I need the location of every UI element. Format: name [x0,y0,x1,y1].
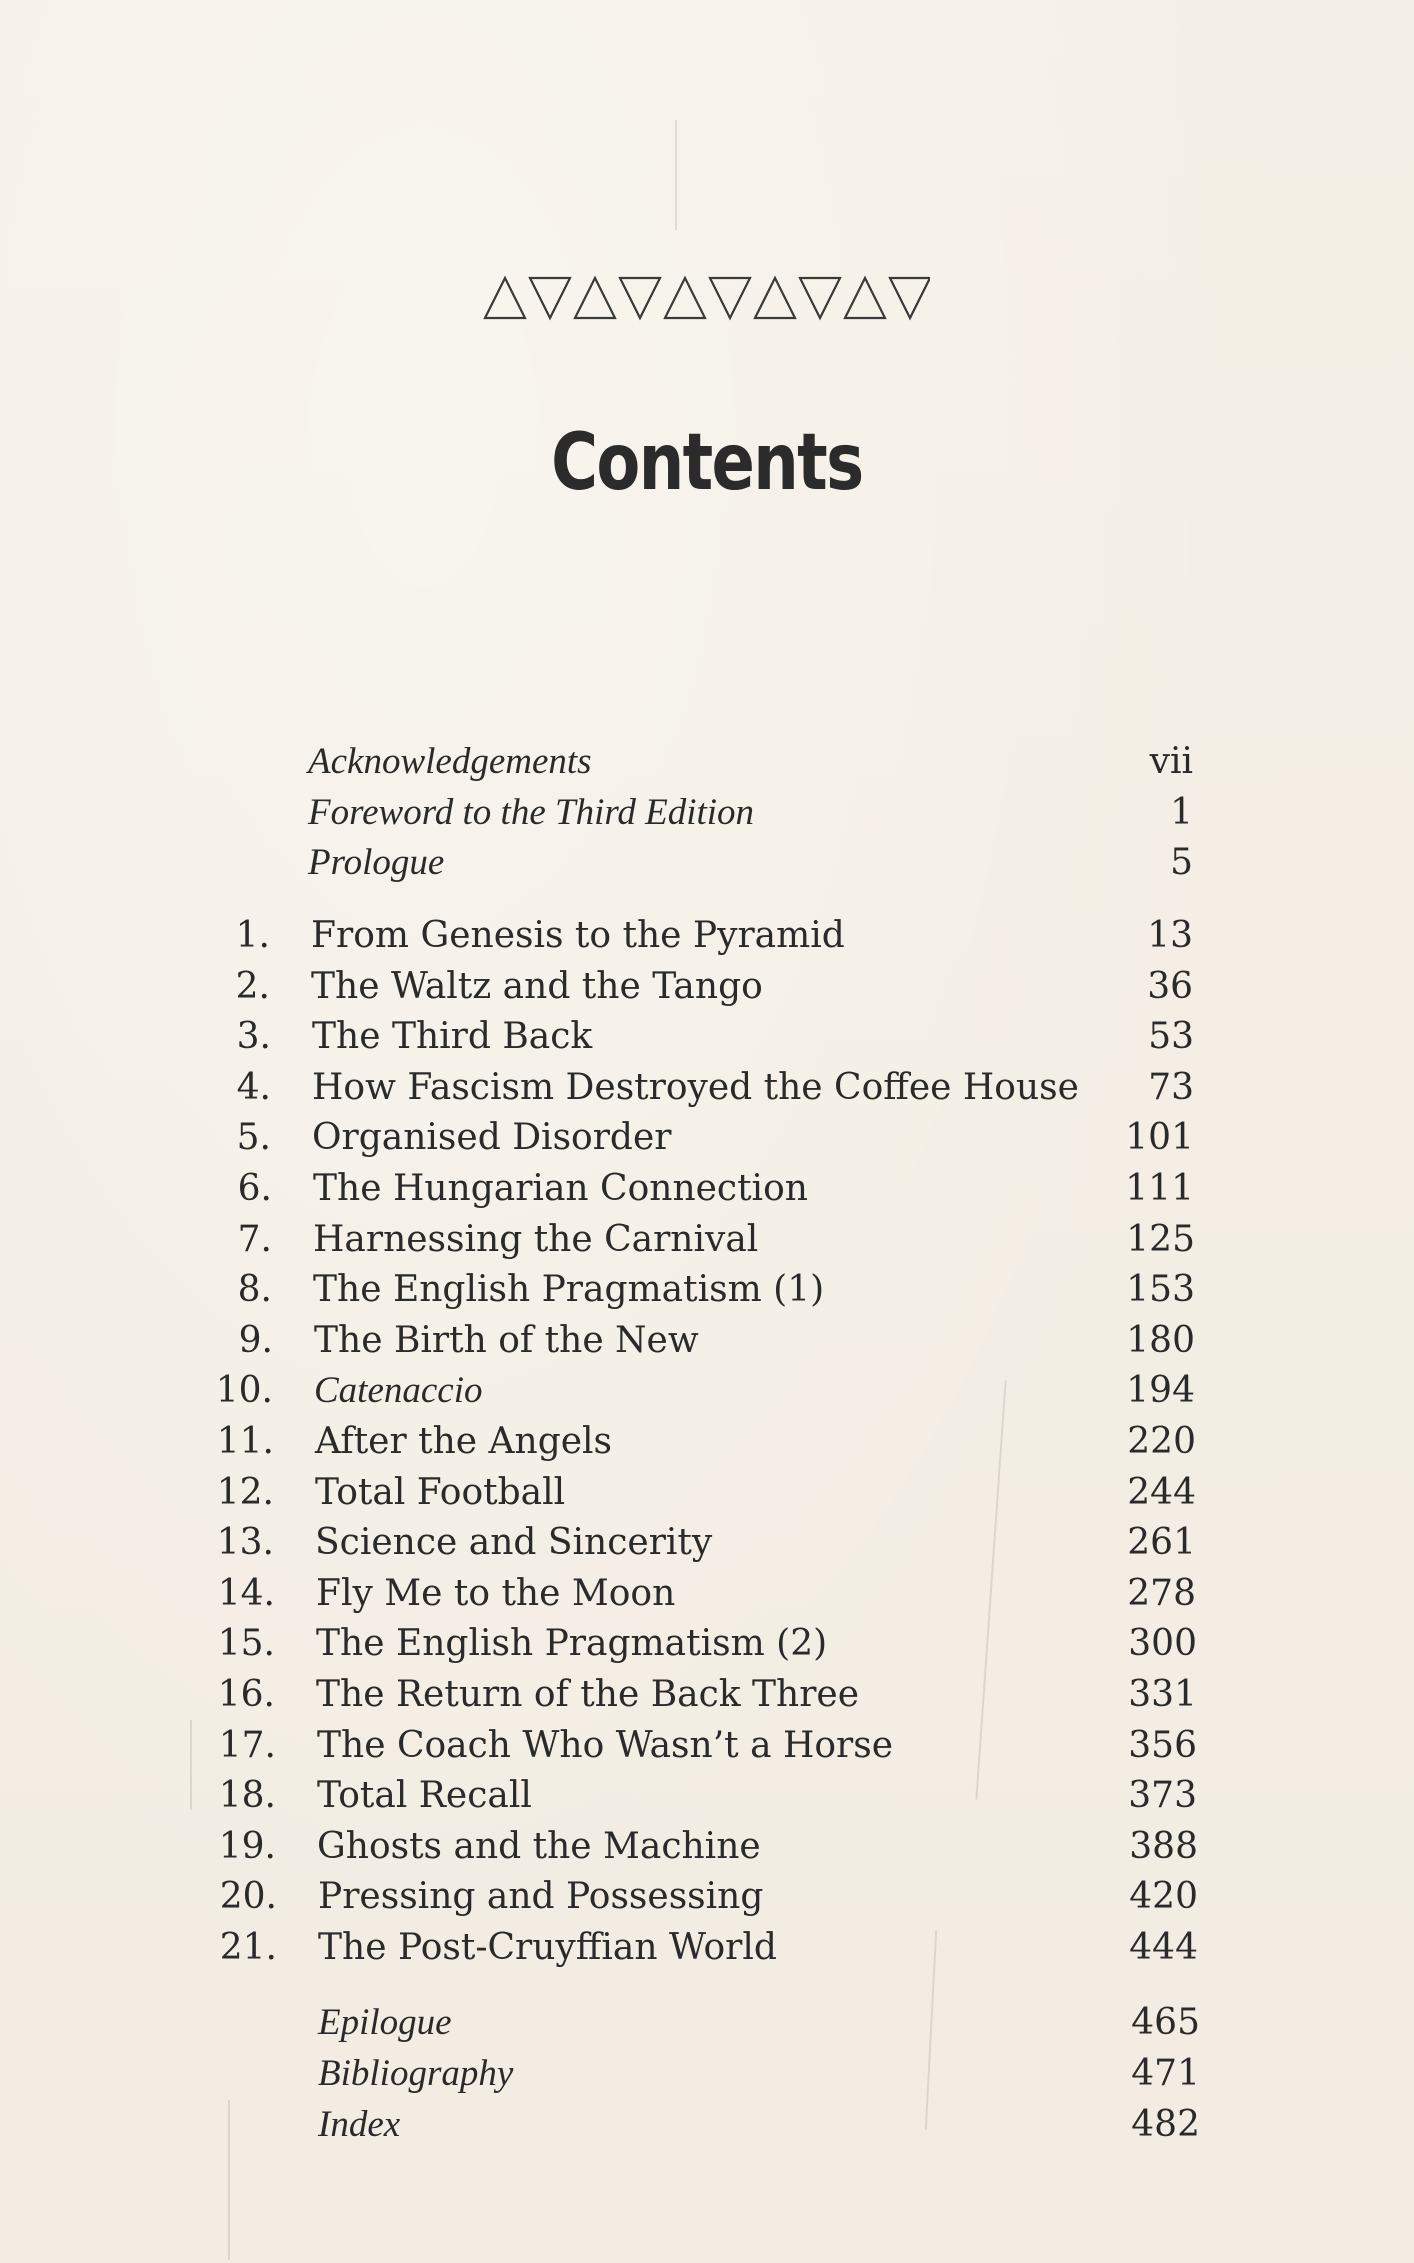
chapter-number: 12. [216,1471,274,1513]
page-number: 111 [1125,1168,1194,1209]
entry-title: The Hungarian Connection [313,1168,808,1209]
entry-title: The Coach Who Wasn’t a Horse [317,1724,894,1766]
entry-title: Organised Disorder [312,1117,672,1159]
toc-chapter-item[interactable] [0,1619,1414,1669]
page-number: 465 [1131,2002,1200,2043]
entry-title: The English Pragmatism (1) [313,1269,825,1311]
page-number: 388 [1129,1825,1198,1867]
toc-back-matter-item[interactable] [0,1998,1414,2048]
page-number: 180 [1126,1319,1195,1361]
page-number: 1 [1170,791,1193,833]
toc-chapter-item[interactable] [0,1164,1414,1214]
toc-chapter-item[interactable] [0,1923,1414,1973]
chapter-number: 13. [216,1522,274,1564]
entry-title: The Return of the Back Three [316,1674,860,1715]
entry-title: Science and Sincerity [315,1522,713,1564]
toc-front-matter-item[interactable] [0,838,1414,888]
toc-chapter-item[interactable] [0,1670,1414,1720]
entry-title: How Fascism Destroyed the Coffee House [312,1066,1079,1108]
page-number: 220 [1127,1421,1196,1462]
toc-chapter-item[interactable] [0,1265,1414,1315]
page-number: 482 [1131,2104,1200,2145]
chapter-number: 18. [218,1775,276,1817]
entry-title: Harnessing the Carnival [313,1218,759,1260]
toc-chapter-item[interactable] [0,1316,1414,1366]
page-number: 300 [1128,1623,1197,1665]
page-number: 101 [1125,1117,1194,1159]
entry-title: Bibliography [318,2053,514,2094]
entry-title: Catenaccio [314,1370,483,1412]
page-number: vii [1149,741,1193,782]
entry-title: After the Angels [315,1421,613,1462]
page-number: 471 [1131,2053,1200,2094]
toc-chapter-item[interactable] [0,1721,1414,1771]
toc-chapter-item[interactable] [0,1468,1414,1518]
chapter-number: 8. [237,1269,272,1311]
toc-chapter-item[interactable] [0,1518,1414,1568]
entry-title: The Birth of the New [314,1319,699,1361]
chapter-number: 10. [215,1370,273,1412]
page-number: 5 [1170,842,1193,883]
chapter-number: 17. [218,1724,276,1766]
chapter-number: 14. [217,1572,275,1614]
chapter-number: 9. [238,1319,273,1361]
page-number: 261 [1127,1522,1196,1564]
chapter-number: 19. [218,1825,276,1867]
entry-title: Prologue [308,842,445,883]
entry-title: Ghosts and the Machine [317,1825,761,1867]
entry-title: The Post-Cruyffian World [318,1927,777,1968]
page-number: 444 [1129,1927,1198,1968]
toc-chapter-item[interactable] [0,1822,1414,1872]
chapter-number: 6. [237,1168,272,1209]
entry-title: The Waltz and the Tango [311,965,763,1007]
page-title: Contents [551,418,863,508]
page-number: 194 [1126,1370,1195,1412]
page-number: 420 [1129,1876,1198,1918]
toc-chapter-item[interactable] [0,1012,1414,1062]
entry-title: From Genesis to the Pyramid [311,915,845,956]
toc-front-matter-item[interactable] [0,737,1414,787]
toc-chapter-item[interactable] [0,1872,1414,1922]
entry-title: The English Pragmatism (2) [316,1623,828,1665]
chapter-number: 16. [217,1674,275,1715]
entry-title: Total Recall [317,1775,532,1817]
chapter-number: 11. [216,1421,274,1462]
toc-chapter-item[interactable] [0,1113,1414,1163]
entry-title: Index [318,2104,401,2145]
chapter-number: 7. [237,1218,272,1260]
toc-chapter-item[interactable] [0,1417,1414,1467]
page-number: 73 [1148,1066,1194,1108]
entry-title: Pressing and Possessing [318,1876,764,1918]
toc-chapter-item[interactable] [0,1063,1414,1113]
page-number: 153 [1126,1269,1195,1311]
toc-chapter-item[interactable] [0,1569,1414,1619]
chapter-number: 5. [236,1117,271,1159]
page-number: 331 [1128,1674,1197,1715]
toc-back-matter-item[interactable] [0,2049,1414,2099]
chapter-number: 1. [235,915,270,956]
page-number: 125 [1126,1218,1195,1260]
chapter-number: 20. [219,1876,277,1918]
entry-title: Epilogue [318,2002,452,2043]
toc-chapter-item[interactable] [0,1771,1414,1821]
chapter-number: 3. [236,1016,271,1058]
toc-chapter-item[interactable] [0,1366,1414,1416]
toc-chapter-item[interactable] [0,911,1414,961]
entry-title: Acknowledgements [308,741,592,782]
toc-front-matter-item[interactable] [0,788,1414,838]
toc-chapter-item[interactable] [0,962,1414,1012]
entry-title: Total Football [315,1471,566,1513]
chapter-number: 4. [236,1066,271,1108]
toc-back-matter-item[interactable] [0,2100,1414,2150]
entry-title: Foreword to the Third Edition [308,791,755,833]
chapter-number: 15. [217,1623,275,1665]
scan-mark [675,120,677,230]
chapter-number: 21. [219,1927,277,1968]
page-number: 53 [1148,1016,1194,1058]
chapter-number: 2. [235,965,270,1007]
entry-title: The Third Back [312,1016,593,1058]
page-number: 278 [1127,1572,1196,1614]
entry-title: Fly Me to the Moon [316,1572,676,1614]
toc-chapter-item[interactable] [0,1215,1414,1265]
decorative-triangles-icon [480,268,930,328]
page-number: 373 [1128,1775,1197,1817]
page-number: 36 [1147,965,1193,1007]
page-number: 13 [1147,915,1193,956]
page-number: 244 [1127,1471,1196,1513]
page-number: 356 [1128,1724,1197,1766]
